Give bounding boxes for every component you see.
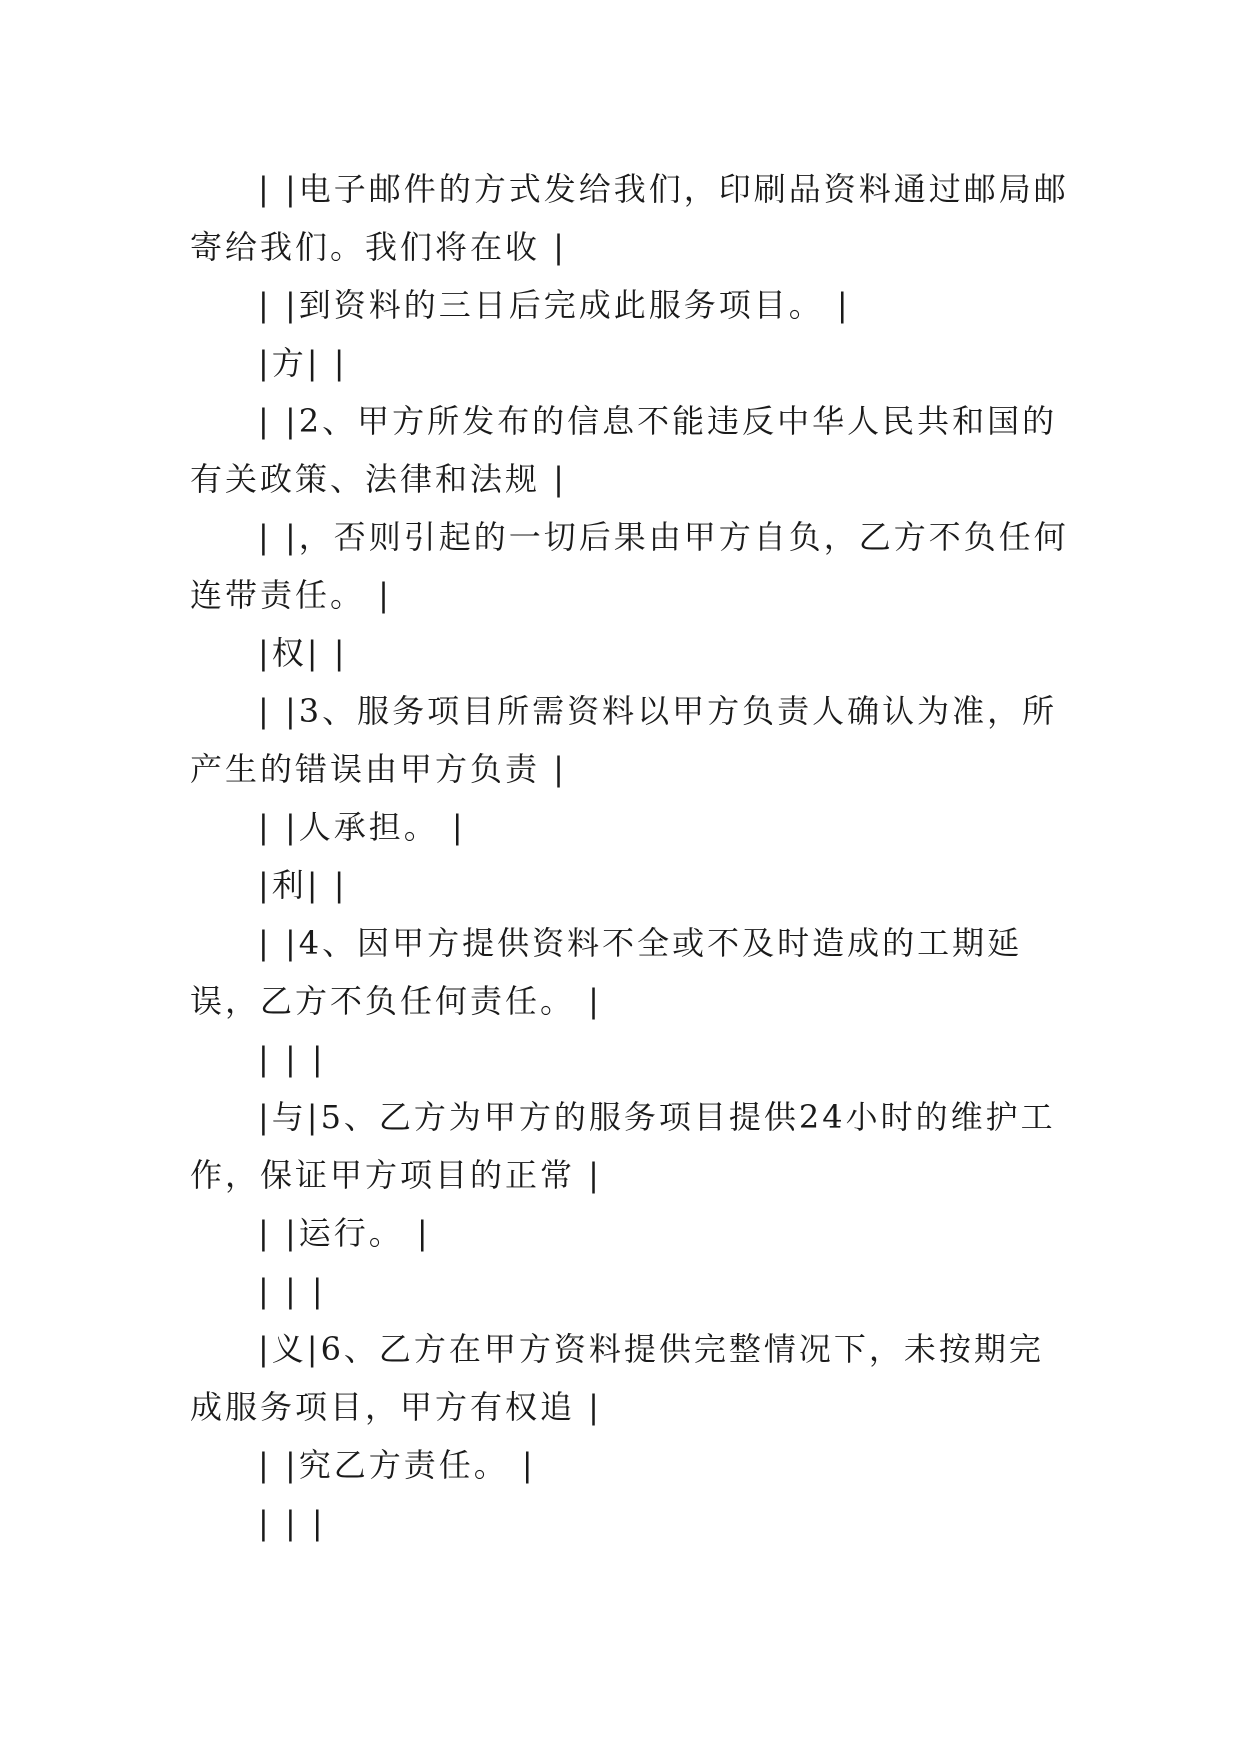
- paragraph-6: |权| |: [258, 634, 348, 672]
- paragraph-2: | |到资料的三日后完成此服务项目。 |: [258, 286, 851, 324]
- paragraph-8: | |人承担。 |: [258, 808, 466, 846]
- paragraph-9: |利| |: [258, 866, 348, 904]
- paragraph-11: | | |: [258, 1040, 326, 1078]
- paragraph-14: | | |: [258, 1272, 326, 1310]
- paragraph-16: | |究乙方责任。 |: [258, 1446, 536, 1484]
- paragraph-17: | | |: [258, 1504, 326, 1542]
- paragraph-13: | |运行。 |: [258, 1214, 431, 1252]
- document-body: [190, 160, 1070, 1552]
- paragraph-4: | |2、甲方所发布的信息不能违反中华人民共和国的有关政策、法律和法规 |: [190, 402, 1058, 498]
- paragraph-15: |义|6、乙方在甲方资料提供完整情况下，未按期完成服务项目，甲方有权追 |: [190, 1330, 1044, 1426]
- paragraph-12: |与|5、乙方为甲方的服务项目提供24小时的维护工作，保证甲方项目的正常 |: [190, 1098, 1056, 1194]
- paragraph-10: | |4、因甲方提供资料不全或不及时造成的工期延误，乙方不负任何责任。 |: [190, 924, 1023, 1020]
- paragraph-1: | |电子邮件的方式发给我们，印刷品资料通过邮局邮寄给我们。我们将在收 |: [190, 170, 1069, 266]
- paragraph-3: |方| |: [258, 344, 348, 382]
- paragraph-5: | |，否则引起的一切后果由甲方自负，乙方不负任何连带责任。 |: [190, 518, 1069, 614]
- paragraph-7: | |3、服务项目所需资料以甲方负责人确认为准，所产生的错误由甲方负责 |: [190, 692, 1058, 788]
